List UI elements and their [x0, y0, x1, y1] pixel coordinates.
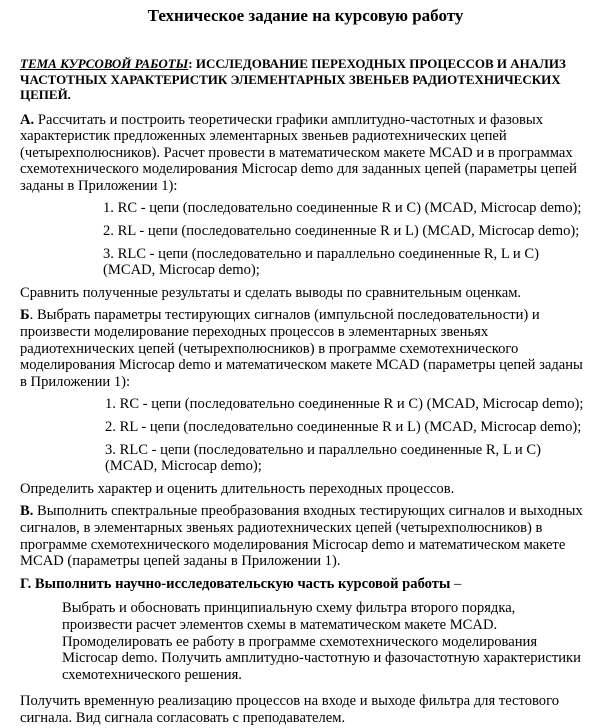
list-item: 2. RL - цепи (последовательно соединенные R и L) (MCAD, Microcap demo);: [105, 419, 582, 435]
section-a: [20, 112, 591, 195]
theme-text: : ИССЛЕДОВАНИЕ ПЕРЕХОДНЫХ ПРОЦЕССОВ И АНАЛИЗ ЧАСТОТНЫХ ХАРАКТЕРИСТИК ЭЛЕМЕНТАРНЫХ ЗВЕНЬЕВ РАДИОТЕХНИЧЕСКИХ ЦЕПЕЙ.: [20, 56, 566, 102]
section-g-dash: –: [450, 575, 462, 592]
course-theme: [20, 56, 591, 103]
section-b: [20, 307, 591, 390]
list-item: 3. RLC - цепи (последовательно и параллельно соединенные R, L и C) (MCAD, Microcap demo);: [105, 441, 541, 475]
theme-label: ТЕМА КУРСОВОЙ РАБОТЫ: [20, 56, 189, 71]
section-a-list: [20, 200, 591, 278]
section-b-conclusion: Определить характер и оценить длительность переходных процессов.: [20, 480, 455, 497]
section-v-marker: В.: [20, 503, 34, 520]
list-item: 1. RC - цепи (последовательно соединенные R и C) (MCAD, Microcap demo);: [103, 200, 582, 217]
section-b-list: [20, 396, 591, 474]
section-g-final: Получить временную реализацию процессов на входе и выходе фильтра для тестового сигнала. Вид сигнала согласовать с преподавателем.: [20, 693, 560, 726]
section-g-heading: [20, 576, 591, 593]
list-item: 3. RLC - цепи (последовательно и параллельно соединенные R, L и C) (MCAD, Microcap demo);: [103, 245, 539, 279]
section-b-marker: Б: [20, 307, 30, 324]
section-g-title: Г. Выполнить научно-исследовательскую часть курсовой работы: [20, 575, 451, 592]
section-a-conclusion: Сравнить полученные результаты и сделать выводы по сравнительным оценкам.: [20, 284, 522, 301]
list-item: 2. RL - цепи (последовательно соединенные R и L) (MCAD, Microcap demo);: [103, 223, 580, 240]
section-a-marker: А.: [20, 111, 35, 128]
section-g-text: Выбрать и обосновать принципиальную схему фильтра второго порядка, произвести расчет элементов схемы в математическом макете MCAD. Промоделировать ее работу в программе схемотехнического моделирования Microcap demo. Получить амплитудно-частотную и фазочастотную характеристики схемотехнического решения.: [62, 600, 581, 683]
section-v: [20, 503, 591, 569]
document-title: Техническое задание на курсовую работу: [147, 6, 464, 25]
section-v-text: Выполнить спектральные преобразования входных тестирующих сигналов и выходных сигналов, в элементарных звеньях радиотехнических цепей (четырехполюсников) в программе схемотехнического моделирования Microcap demo и математическом макете MCAD (параметры цепей заданы в Приложении 1).: [20, 503, 583, 570]
section-b-text: . Выбрать параметры тестирующих сигналов (импульсной последовательности) и произвести моделирование переходных процессов в элементарных звеньях радиотехнических цепей (четырехполюсников) в программе схемотехнического моделирования Microcap demo и математическом макете MCAD (параметры цепей заданы в Приложении 1):: [20, 307, 583, 390]
list-item: 1. RC - цепи (последовательно соединенные R и C) (MCAD, Microcap demo);: [105, 396, 584, 413]
section-a-text: Рассчитать и построить теоретически графики амплитудно-частотных и фазовых характеристик предложенных элементарных звеньев радиотехнических цепей (четырехполюсников). Расчет провести в математическом макете MCAD и в программах схемотехнического моделирования Microcap demo для заданных цепей (параметры цепей заданы в Приложении 1):: [20, 111, 577, 194]
